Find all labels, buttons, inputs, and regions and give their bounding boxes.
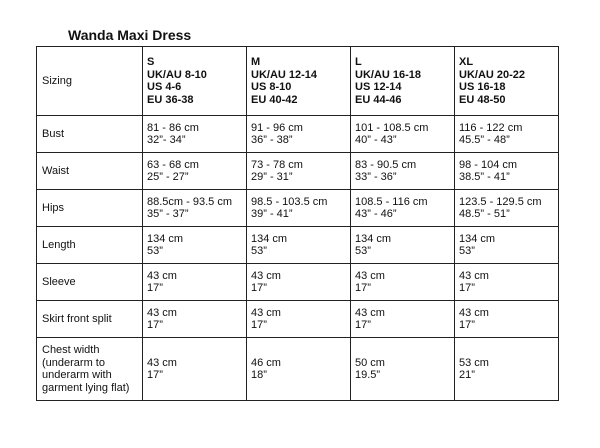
size-uk-au: UK/AU 8-10 [147, 68, 207, 81]
value-cm: 73 - 78 cm [251, 158, 303, 171]
size-uk-au: UK/AU 20-22 [459, 68, 526, 81]
value-inch: 48.5” - 51” [459, 208, 510, 220]
size-code: M [251, 56, 261, 68]
row-label-sleeve: Sleeve [37, 264, 143, 301]
table-row-bust [37, 116, 559, 153]
value-cm: 83 - 90.5 cm [355, 158, 417, 171]
value-inch: 25” - 27” [147, 171, 189, 183]
value-inch: 43” - 46” [355, 208, 397, 220]
label-line: Chest width [42, 344, 100, 356]
row-label-skirt-front-split: Skirt front split [37, 301, 143, 338]
table-cell [455, 338, 559, 401]
label-line: garment lying flat) [42, 381, 130, 394]
value-cm: 123.5 - 129.5 cm [459, 195, 542, 208]
table-cell [455, 301, 559, 338]
value-cm: 81 - 86 cm [147, 121, 199, 134]
page-title: Wanda Maxi Dress [68, 27, 192, 43]
value-inch: 17” [251, 282, 267, 294]
value-inch: 45.5” - 48” [459, 134, 510, 146]
table-cell [247, 301, 351, 338]
value-cm: 43 cm [147, 306, 177, 319]
row-label-length: Length [37, 227, 143, 264]
size-eu: EU 44-46 [355, 93, 402, 106]
value-inch: 29” - 31” [251, 171, 293, 183]
row-label-hips: Hips [37, 190, 143, 227]
table-row-skirt-front-split [37, 301, 559, 338]
table-cell [351, 227, 455, 264]
value-inch: 21” [459, 369, 475, 381]
table-row-waist [37, 153, 559, 190]
value-cm: 43 cm [459, 269, 489, 282]
value-cm: 53 cm [459, 356, 489, 369]
value-inch: 38.5” - 41” [459, 171, 510, 183]
value-inch: 17” [147, 282, 163, 294]
table-cell [351, 264, 455, 301]
size-code: S [147, 56, 155, 68]
table-cell [143, 301, 247, 338]
table-cell [143, 264, 247, 301]
value-cm: 50 cm [355, 356, 385, 369]
size-header-m [247, 47, 351, 116]
value-cm: 63 - 68 cm [147, 158, 199, 171]
value-cm: 43 cm [251, 269, 281, 282]
row-label-bust: Bust [37, 116, 143, 153]
size-eu: EU 36-38 [147, 93, 194, 106]
table-cell [351, 153, 455, 190]
value-inch: 17” [147, 369, 163, 381]
value-cm: 43 cm [355, 269, 385, 282]
value-inch: 17” [355, 282, 371, 294]
size-us: US 16-18 [459, 81, 506, 93]
table-cell [143, 338, 247, 401]
value-inch: 35” - 37” [147, 208, 189, 220]
table-cell [247, 338, 351, 401]
value-cm: 43 cm [355, 306, 385, 319]
value-cm: 43 cm [251, 306, 281, 319]
table-cell [247, 227, 351, 264]
size-code: L [355, 56, 362, 68]
value-inch: 17” [147, 319, 163, 331]
table-cell [455, 153, 559, 190]
value-cm: 134 cm [147, 232, 184, 245]
table-cell [247, 190, 351, 227]
sizing-label: Sizing [37, 47, 143, 116]
table-cell [247, 264, 351, 301]
table-cell [455, 264, 559, 301]
value-cm: 108.5 - 116 cm [355, 195, 428, 208]
value-cm: 134 cm [459, 232, 496, 245]
table-cell [351, 116, 455, 153]
table-cell [455, 190, 559, 227]
table-cell [143, 190, 247, 227]
size-us: US 8-10 [251, 81, 292, 93]
table-cell [143, 227, 247, 264]
table-row-length [37, 227, 559, 264]
value-inch: 17” [459, 282, 475, 294]
table-row-sleeve [37, 264, 559, 301]
table-cell [247, 116, 351, 153]
value-cm: 134 cm [355, 232, 392, 245]
table-cell [143, 116, 247, 153]
size-us: US 4-6 [147, 81, 182, 93]
table-cell [143, 153, 247, 190]
table-cell [351, 301, 455, 338]
value-cm: 43 cm [459, 306, 489, 319]
value-inch: 40” - 43” [355, 134, 397, 146]
value-cm: 134 cm [251, 232, 288, 245]
value-inch: 32”- 34” [147, 134, 186, 146]
table-row-hips [37, 190, 559, 227]
value-inch: 53” [147, 245, 163, 257]
size-us: US 12-14 [355, 81, 402, 93]
value-inch: 18” [251, 369, 267, 381]
size-header-s [143, 47, 247, 116]
value-inch: 19.5” [355, 369, 381, 381]
value-cm: 98.5 - 103.5 cm [251, 195, 328, 208]
value-cm: 88.5cm - 93.5 cm [147, 195, 232, 208]
header-row [37, 47, 559, 116]
size-eu: EU 48-50 [459, 93, 506, 106]
table-cell [455, 116, 559, 153]
value-cm: 43 cm [147, 269, 177, 282]
label-line: underarm with [42, 369, 112, 381]
table-cell [351, 338, 455, 401]
value-cm: 43 cm [147, 356, 177, 369]
table-cell [247, 153, 351, 190]
value-inch: 53” [459, 245, 475, 257]
value-inch: 39” - 41” [251, 208, 293, 220]
value-cm: 46 cm [251, 356, 281, 369]
size-header-xl [455, 47, 559, 116]
value-inch: 17” [459, 319, 475, 331]
row-label-chest-width [37, 338, 143, 401]
value-inch: 33” - 36” [355, 171, 397, 183]
value-inch: 17” [251, 319, 267, 331]
size-chart-table [36, 46, 559, 401]
label-line: (underarm to [42, 356, 105, 369]
table-cell [351, 190, 455, 227]
value-cm: 91 - 96 cm [251, 121, 303, 134]
value-cm: 101 - 108.5 cm [355, 121, 429, 134]
size-uk-au: UK/AU 12-14 [251, 68, 318, 81]
value-inch: 53” [251, 245, 267, 257]
table-row-chest-width [37, 338, 559, 401]
table-cell [455, 227, 559, 264]
value-inch: 53” [355, 245, 371, 257]
size-eu: EU 40-42 [251, 93, 298, 106]
value-cm: 98 - 104 cm [459, 158, 518, 171]
size-uk-au: UK/AU 16-18 [355, 68, 422, 81]
value-cm: 116 - 122 cm [459, 121, 523, 134]
value-inch: 36” - 38” [251, 134, 293, 146]
row-label-waist: Waist [37, 153, 143, 190]
size-code: XL [459, 56, 474, 68]
size-header-l [351, 47, 455, 116]
value-inch: 17” [355, 319, 371, 331]
